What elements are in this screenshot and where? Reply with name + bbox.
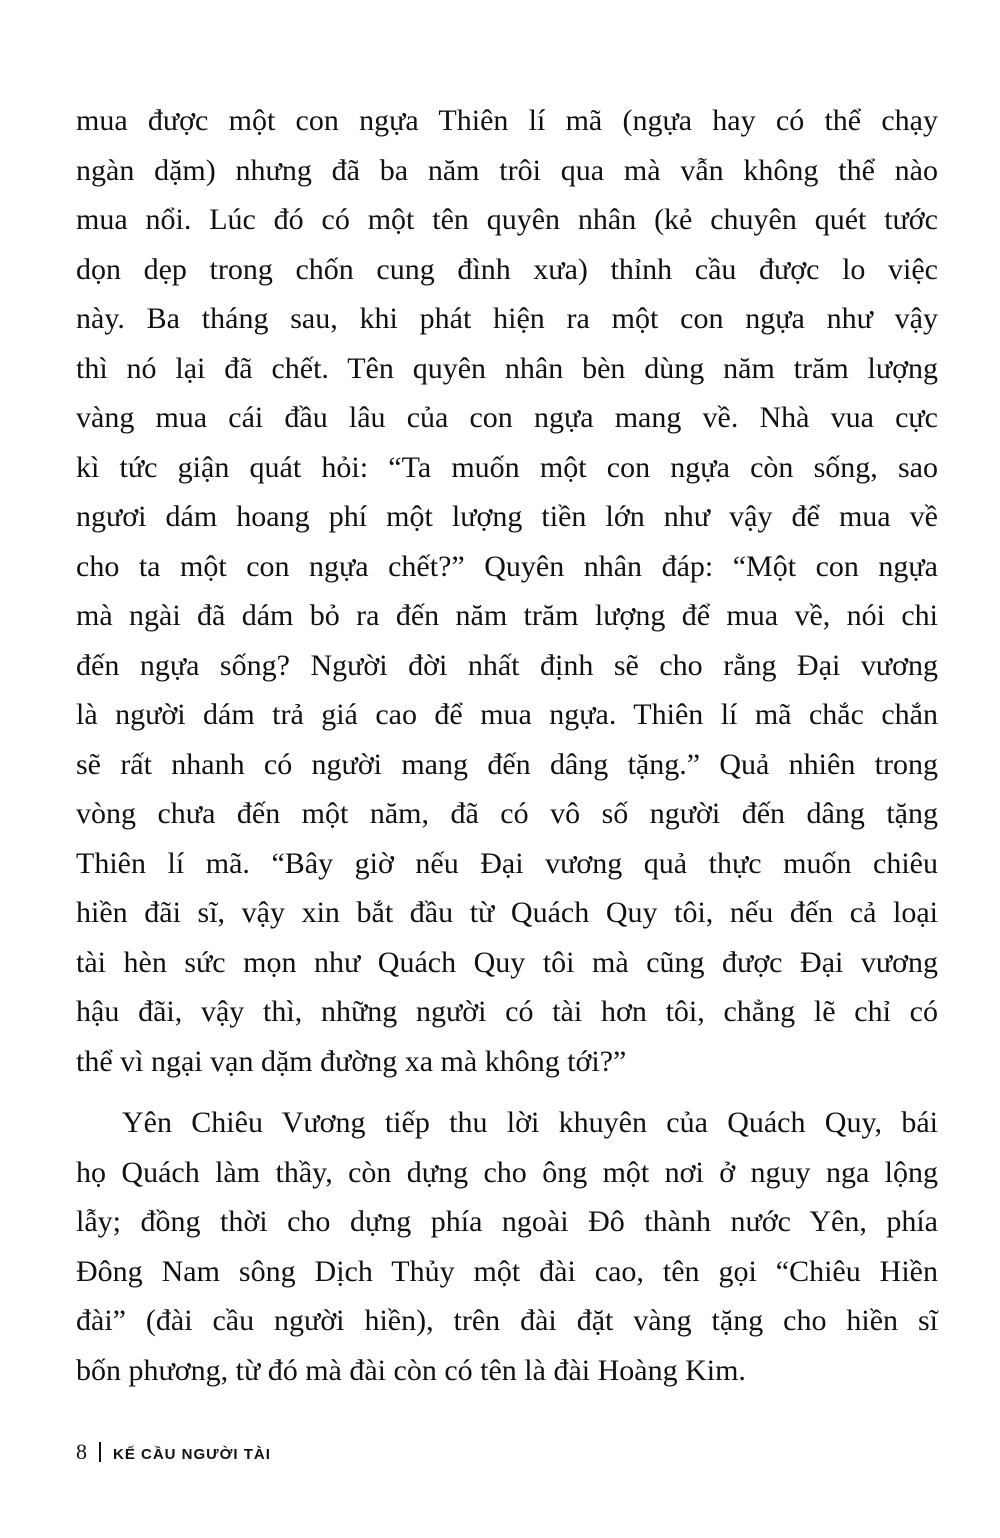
text-line: hậu đãi, vậy thì, những người có tài hơn tôi, chẳng lẽ chỉ có [76,995,938,1028]
text-line: cho ta một con ngựa chết?” Quyên nhân đáp: “Một con ngựa [76,549,938,583]
paragraph-1 [76,96,938,1086]
text-line: Yên Chiêu Vương tiếp thu lời khuyên của Quách Quy, bái [122,1106,938,1139]
text-line: này. Ba tháng sau, khi phát hiện ra một con ngựa như vậy [76,302,938,335]
text-line: đến ngựa sống? Người đời nhất định sẽ cho rằng Đại vương [76,648,938,682]
text-line: Thiên lí mã. “Bây giờ nếu Đại vương quả thực muốn chiêu [76,846,938,880]
page-number: 8 [76,1439,87,1464]
text-line: thể vì ngại vạn dặm đường xa mà không tới?” [76,1044,627,1078]
text-line: là người dám trả giá cao để mua ngựa. Thiên lí mã chắc chắn [76,698,938,731]
running-title: KẾ CẦU NGƯỜI TÀI [113,1446,271,1463]
text-line: mà ngài đã dám bỏ ra đến năm trăm lượng để mua về, nói chi [76,599,938,632]
text-line: mua nổi. Lúc đó có một tên quyên nhân (kẻ chuyên quét tước [76,203,938,236]
text-line: Đông Nam sông Dịch Thủy một đài cao, tên gọi “Chiêu Hiền [76,1254,938,1288]
text-line: ngươi dám hoang phí một lượng tiền lớn như vậy để mua về [76,500,938,533]
text-line: lẫy; đồng thời cho dựng phía ngoài Đô thành nước Yên, phía [76,1205,938,1238]
text-line: vàng mua cái đầu lâu của con ngựa mang về. Nhà vua cực [76,401,938,434]
footer-divider [99,1442,101,1462]
paragraph-2 [76,1098,938,1395]
text-line: thì nó lại đã chết. Tên quyên nhân bèn dùng năm trăm lượng [76,351,938,385]
text-line: ngàn dặm) nhưng đã ba năm trôi qua mà vẫn không thể nào [76,153,938,187]
text-line: dọn dẹp trong chốn cung đình xưa) thỉnh cầu được lo việc [76,252,938,286]
text-line: kì tức giận quát hỏi: “Ta muốn một con ngựa còn sống, sao [76,450,938,484]
text-line: mua được một con ngựa Thiên lí mã (ngựa hay có thể chạy [76,104,938,137]
text-line: vòng chưa đến một năm, đã có vô số người đến dâng tặng [76,797,938,830]
page-footer [76,1437,271,1467]
text-line: bốn phương, từ đó mà đài còn có tên là đài Hoàng Kim. [76,1353,746,1387]
text-line: sẽ rất nhanh có người mang đến dâng tặng.” Quả nhiên trong [76,747,938,781]
text-line: họ Quách làm thầy, còn dựng cho ông một nơi ở nguy nga lộng [76,1155,938,1189]
text-line: hiền đãi sĩ, vậy xin bắt đầu từ Quách Quy tôi, nếu đến cả loại [76,896,938,929]
text-line: tài hèn sức mọn như Quách Quy tôi mà cũng được Đại vương [76,945,938,979]
text-line: đài” (đài cầu người hiền), trên đài đặt vàng tặng cho hiền sĩ [76,1304,938,1337]
page-body [76,96,938,1395]
